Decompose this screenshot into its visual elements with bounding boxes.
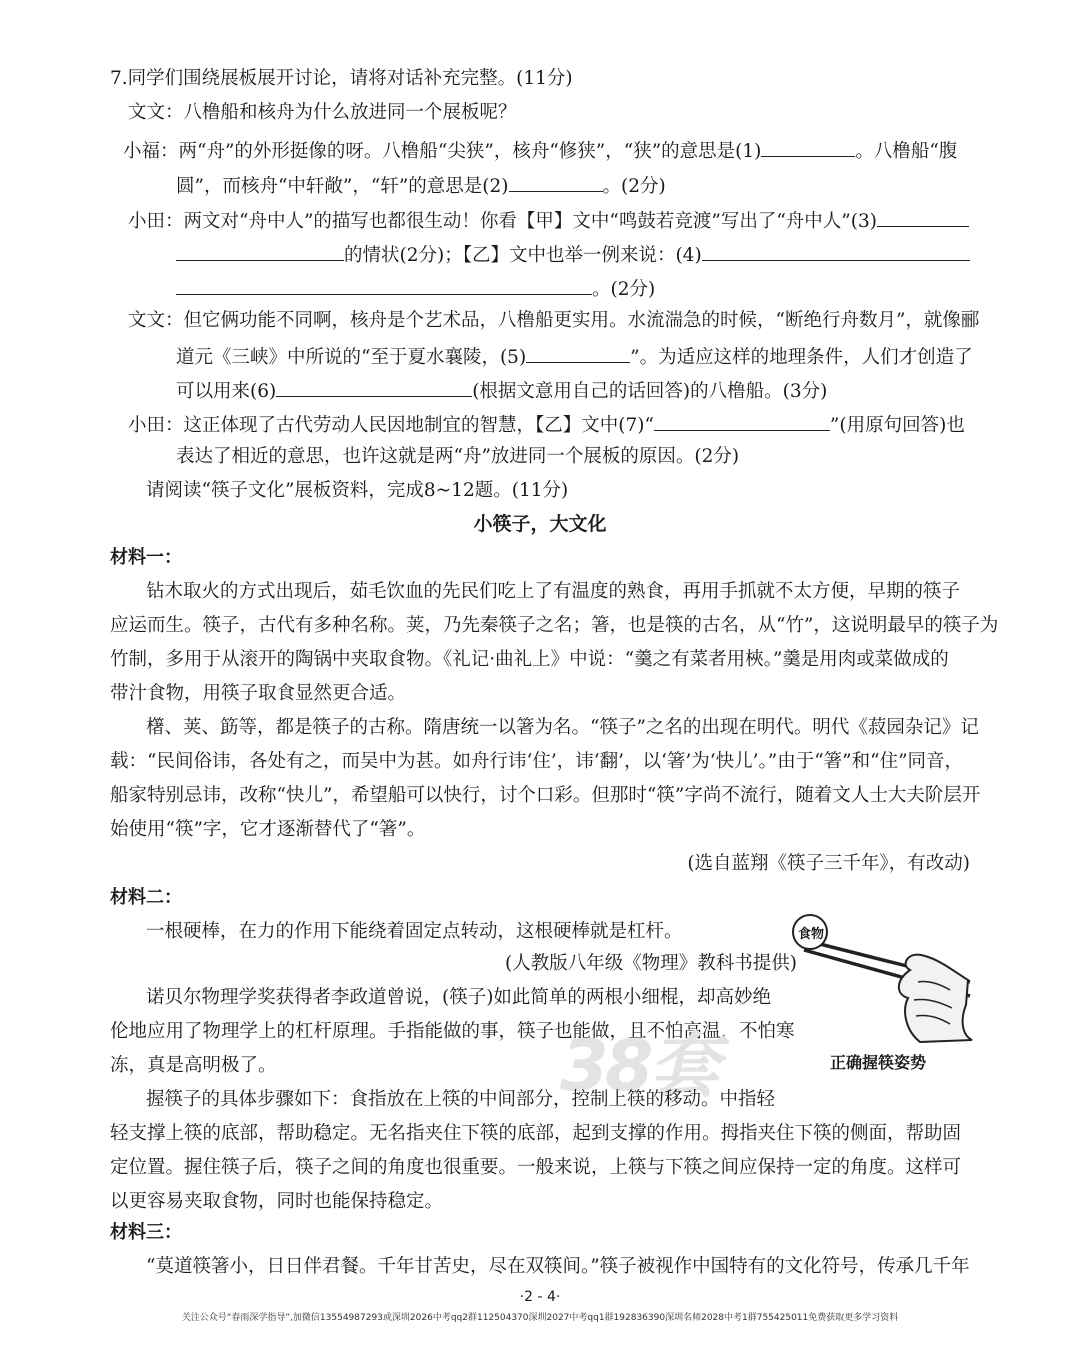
watermark: 38套 [560, 1025, 716, 1107]
dialogue-line: 小田：这正体现了古代劳动人民因地制宜的智慧，【乙】文中(7)“ ”(用原句回答)也 [128, 415, 965, 436]
section-title: 小筷子，大文化 [473, 513, 607, 535]
material-1-source: (选自蓝翔《筷子三千年》，有改动) [687, 853, 970, 874]
dialogue-line: 可以用来(6) (根据文意用自己的话回答)的八橹船。(3分) [176, 381, 828, 402]
figure-caption: 正确握筷姿势 [830, 1053, 927, 1072]
dialogue-line: 道元《三峡》中所说的“至于夏水襄陵，(5) ”。为适应这样的地理条件，人们才创造了 [176, 347, 973, 368]
answer-blank-4b[interactable] [176, 278, 592, 295]
paragraph-line: 定位置。握住筷子后，筷子之间的角度也很重要。一般来说，上筷与下筷之间应保持一定的角度。这样可 [110, 1157, 962, 1178]
answer-blank-3a[interactable] [877, 210, 969, 227]
paragraph-line: 带汁食物，用筷子取食显然更合适。 [110, 683, 407, 704]
dialogue-line: 文文：但它俩功能不同啊，核舟是个艺术品，八橹船更实用。水流湍急的时候，“断绝行舟数月”，就像郦 [128, 310, 980, 331]
paragraph-line: “莫道筷箸小，日日伴君餐。千年甘苦史，尽在双筷间。”筷子被视作中国特有的文化符号，传承几千年 [146, 1256, 970, 1277]
page-number: ·2 - 4· [519, 1289, 561, 1305]
answer-blank-7[interactable] [654, 414, 830, 431]
paragraph-line: 应运而生。筷子，古代有多种名称。荚，乃先秦筷子之名；箸，也是筷的古名，从“竹”，这说明最早的筷子为 [110, 615, 999, 636]
answer-blank-6[interactable] [276, 380, 472, 397]
paragraph-line: 船家特别忌讳，改称“快儿”，希望船可以快行，讨个口彩。但那时“筷”字尚不流行，随着文人士大夫阶层开 [110, 785, 981, 806]
dialogue-line: 的情状(2分)；【乙】文中也举一例来说：(4) [176, 244, 970, 266]
paragraph-line: 竹制，多用于从滚开的陶锅中夹取食物。《礼记·曲礼上》中说：“羹之有菜者用梜。”羹是用肉或菜做成的 [110, 649, 949, 670]
answer-blank-5[interactable] [526, 346, 630, 363]
material-2-label: 材料二： [110, 887, 182, 908]
answer-blank-2[interactable] [509, 175, 603, 192]
paragraph-line: 钻木取火的方式出现后，茹毛饮血的先民们吃上了有温度的熟食，再用手抓就不太方便，早期的筷子 [146, 581, 961, 602]
dialogue-line: 圆”，而核舟“中轩敞”，“轩”的意思是(2) 。(2分) [176, 176, 666, 197]
paragraph-line: 诺贝尔物理学奖获得者李政道曾说，(筷子)如此简单的两根小细棍，却高妙绝 [146, 987, 771, 1008]
q7-header: 7.同学们围绕展板展开讨论，请将对话补充完整。(11分) [110, 68, 573, 89]
answer-blank-3b[interactable] [176, 244, 344, 261]
paragraph-line: 櫡、荚、筯等，都是筷子的古称。隋唐统一以箸为名。“筷子”之名的出现在明代。明代《菽园杂记》记 [146, 717, 979, 738]
dialogue-line: 表达了相近的意思，也许这就是两“舟”放进同一个展板的原因。(2分) [176, 446, 740, 467]
paragraph-line: 始使用“筷”字，它才逐渐替代了“箸”。 [110, 819, 426, 840]
paragraph-line: 握筷子的具体步骤如下：食指放在上筷的中间部分，控制上筷的移动。中指轻 [146, 1089, 776, 1110]
material-1-label: 材料一： [110, 547, 182, 568]
paragraph-line: 伦地应用了物理学上的杠杆原理。手指能做的事，筷子也能做，且不怕高温，不怕寒 [110, 1021, 795, 1042]
material-3-label: 材料三： [110, 1222, 182, 1243]
dialogue-line: 小田：两文对“舟中人”的描写也都很生动！你看【甲】文中“鸣鼓若竞渡”写出了“舟中人”(3) [128, 210, 969, 232]
chopstick-illustration [790, 910, 980, 1045]
dialogue-line: 小福：两“舟”的外形挺像的呀。八橹船“尖狭”，核舟“修狭”，“狭”的意思是(1) 。八橹船“腹 [123, 141, 958, 162]
paragraph-line: 以更容易夹取食物，同时也能保持稳定。 [110, 1191, 444, 1212]
paragraph-line: 冻，真是高明极了。 [110, 1055, 277, 1076]
dialogue-line: 文文：八橹船和核舟为什么放进同一个展板呢？ [128, 102, 517, 123]
paragraph-line: 载：“民间俗讳，各处有之，而吴中为甚。如舟行讳‘住’，讳‘翻’，以‘箸’为‘快儿’。”由于“箸”和“住”同音， [110, 751, 964, 772]
dialogue-line: 。(2分) [176, 278, 655, 300]
material-2-source: (人教版八年级《物理》教科书提供) [505, 953, 797, 974]
answer-blank-1[interactable] [761, 140, 855, 157]
footer-note: 关注公众号“春雨深学指导”,加微信13554987293或深圳2026中考qq2群112504370深圳2027中考qq1群192836390深圳名师2028中考1群755425011免费获取更多学习资料 [181, 1313, 899, 1323]
paragraph-line: 一根硬棒，在力的作用下能绕着固定点转动，这根硬棒就是杠杆。 [146, 921, 683, 942]
paragraph-line: 轻支撑上筷的底部，帮助稳定。无名指夹住下筷的底部，起到支撑的作用。拇指夹住下筷的侧面，帮助固 [110, 1123, 962, 1144]
section-intro: 请阅读“筷子文化”展板资料，完成8~12题。(11分) [146, 480, 569, 501]
food-label: 食物 [797, 927, 824, 942]
answer-blank-4a[interactable] [702, 244, 970, 261]
